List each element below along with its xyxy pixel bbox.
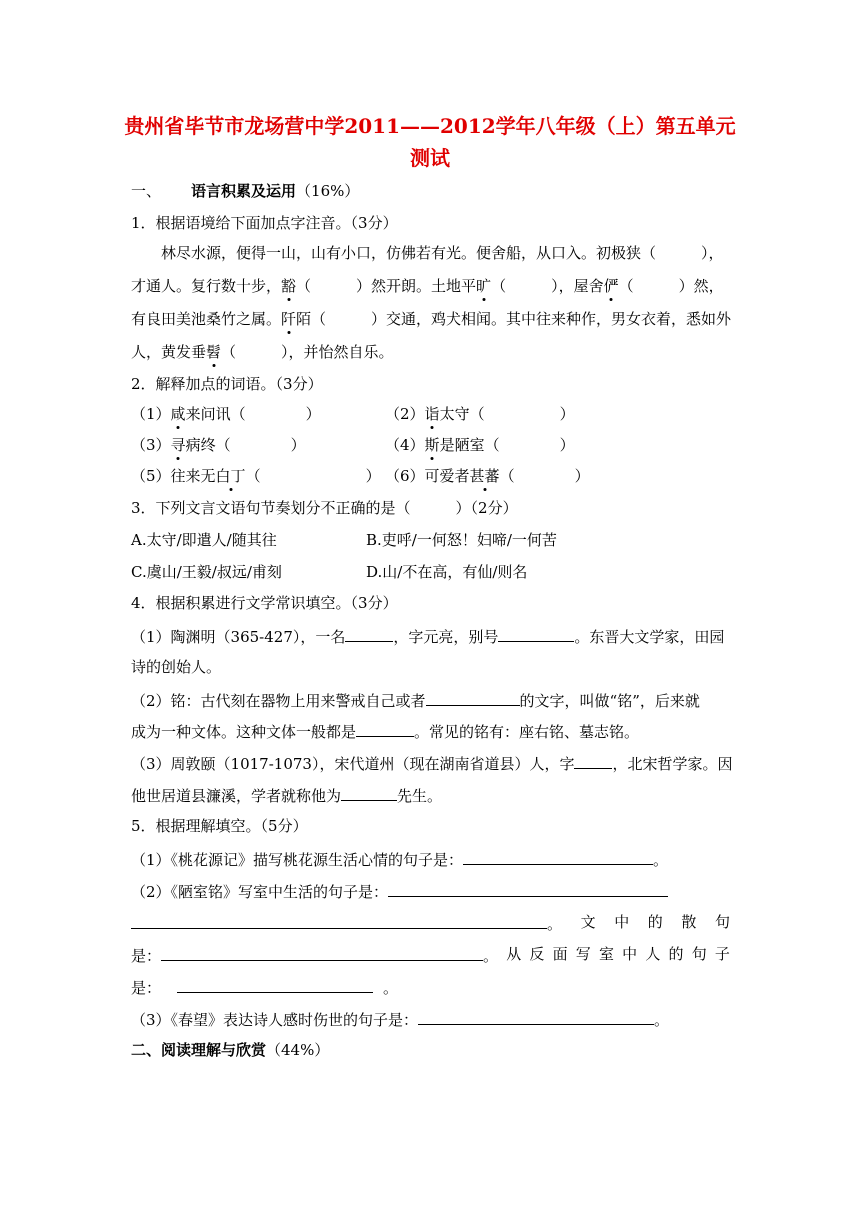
option-d: D.山/不在高，有仙/则名 (366, 563, 528, 581)
question-2-stem: 2．解释加点的词语。（3分） (131, 375, 323, 393)
question-5-line: 。 文 中 的 散 句 (131, 912, 730, 934)
question-5-line: 是： 。 (131, 976, 730, 998)
question-3-stem: 3．下列文言文语句节奏划分不正确的是（ ）（2分） (131, 499, 518, 517)
question-4-line: （1）陶渊明（365-427），一名 ，字元亮，别号 。东晋大文学家，田园 (131, 625, 730, 647)
option-c: C.虞山/王毅/叔远/甫刻 (131, 563, 282, 581)
question-2-item: （4）斯是陋室（ ） (385, 436, 575, 454)
question-5-stem: 5．根据理解填空。（5分） (131, 817, 308, 835)
section-one-heading: 一、 语言积累及运用（16%） (131, 182, 360, 200)
section-two-heading: 二、阅读理解与欣赏（44%） (131, 1041, 330, 1059)
question-1-para-line: 林尽水源，便得一山，山有小口，仿佛若有光。便舍船，从口入。初极狭（ ）， (161, 244, 724, 262)
question-5-line: （1）《桃花源记》描写桃花源生活心情的句子是： 。 (131, 848, 730, 870)
question-4-line: （3）周敦颐（1017-1073），宋代道州（现在湖南省道县）人，字 ，北宋哲学家。因 (131, 752, 730, 774)
question-1-para-line: 才通人。复行数十步，豁（ ）然开朗。土地平旷（ ），屋舍俨（ ）然， (131, 277, 724, 295)
question-4-stem: 4．根据积累进行文学常识填空。（3分） (131, 594, 398, 612)
question-2-item: （1）咸来问讯（ ） (131, 405, 321, 423)
question-5-line: （2）《陋室铭》写室中生活的句子是： (131, 880, 730, 902)
question-1-para-line: 人，黄发垂髫（ ），并怡然自乐。 (131, 343, 394, 361)
question-1-para-line: 有良田美池桑竹之属。阡陌（ ）交通，鸡犬相闻。其中往来种作，男女衣着，悉如外 (131, 310, 732, 328)
question-2-item: （3）寻病终（ ） (131, 436, 306, 454)
question-5-line: （3）《春望》表达诗人感时伤世的句子是： 。 (131, 1008, 730, 1030)
question-4-line: 成为一种文体。这种文体一般都是 。常见的铭有：座右铭、墓志铭。 (131, 720, 730, 742)
option-a: A.太守/即遣人/随其往 (131, 531, 277, 549)
page-title: 贵州省毕节市龙场营中学2011——2012学年八年级（上）第五单元 测试 (124, 114, 736, 170)
question-4-line: 他世居道县濂溪，学者就称他为 先生。 (131, 784, 730, 806)
question-2-item: （2）诣太守（ ） (385, 405, 575, 423)
question-4-line: 诗的创始人。 (131, 658, 222, 676)
question-2-item: （5）往来无白丁（ ） (131, 467, 381, 485)
question-5-line: 是： 。 从 反 面 写 室 中 人 的 句 子 (131, 945, 730, 965)
question-4-line: （2）铭：古代刻在器物上用来警戒自己或者 的文字，叫做“铭”，后来就 (131, 689, 730, 711)
option-b: B.吏呼/一何怒！妇啼/一何苦 (366, 531, 557, 549)
question-2-item: （6）可爱者甚蕃（ ） (385, 467, 590, 485)
question-1-stem: 1．根据语境给下面加点字注音。（3分） (131, 214, 398, 232)
